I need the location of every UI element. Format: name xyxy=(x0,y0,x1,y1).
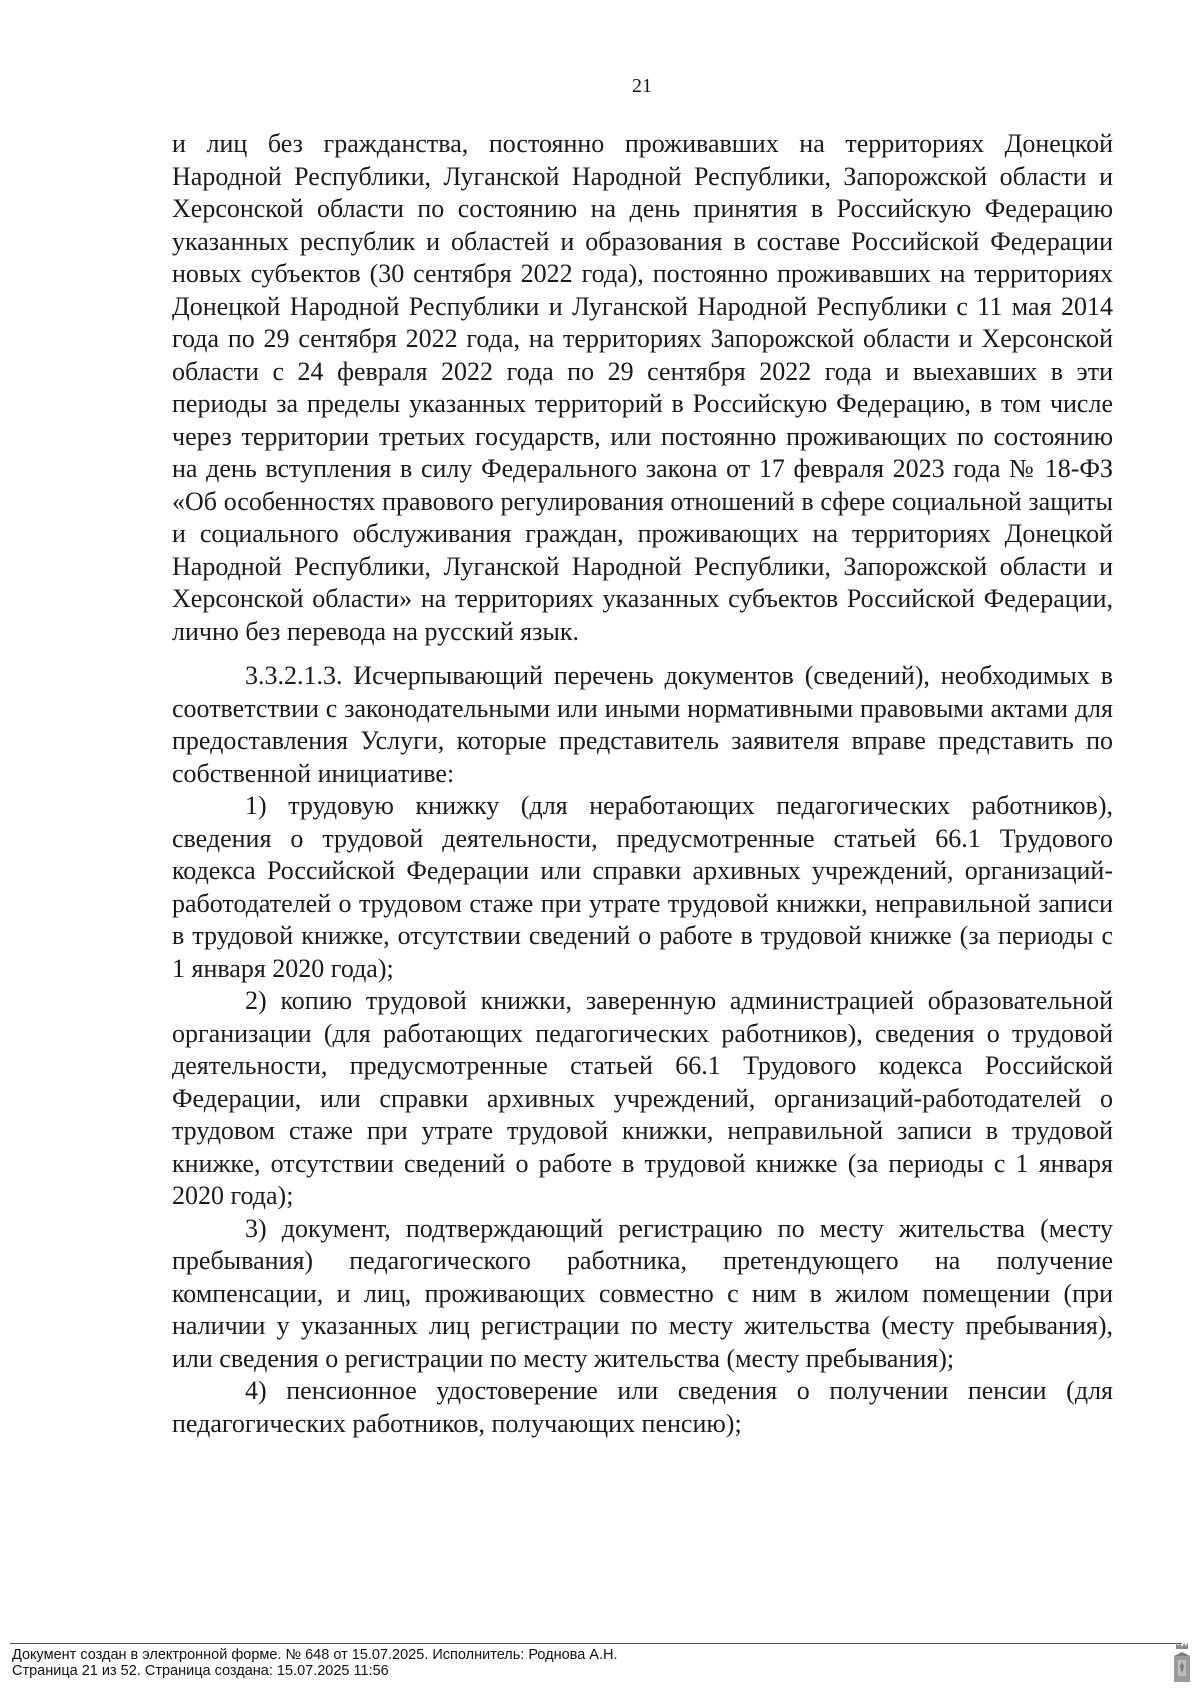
coat-of-arms-icon xyxy=(1171,1640,1193,1686)
footer-line-document-info: Документ создан в электронной форме. № 648 от 15.07.2025. Исполнитель: Роднова А.Н. xyxy=(12,1647,618,1663)
paragraph-continuation: и лиц без гражданства, постоянно проживавших на территориях Донецкой Народной Республики, Луганской Народной Республики, Запорожской области и Херсонской области по состоянию на день принятия в Российскую Федерацию указанных республик и областей и образования в составе Российской Федерации новых субъектов (30 сентября 2022 года), постоянно проживавших на территориях Донецкой Народной Республики и Луганской Народной Республики с 11 мая 2014 года по 29 сентября 2022 года, на территориях Запорожской области и Херсонской области с 24 февраля 2022 года по 29 сентября 2022 года и выехавших в эти периоды за пределы указанных территорий в Российскую Федерацию, в том числе через территории третьих государств, или постоянно проживающих по состоянию на день вступления в силу Федерального закона от 17 февраля 2023 года № 18-ФЗ «Об особенностях правового регулирования отношений в сфере социальной защиты и социального обслуживания граждан, проживающих на территориях Донецкой Народной Республики, Луганской Народной Республики, Запорожской области и Херсонской области» на территориях указанных субъектов Российской Федерации, лично без перевода на русский язык. xyxy=(172,129,1113,646)
list-item-1: 1) трудовую книжку (для неработающих педагогических работников), сведения о трудовой деятельности, предусмотренные статьей 66.1 Трудового кодекса Российской Федерации или справки архивных учреждений, организаций-работодателей о трудовом стаже при утрате трудовой книжки, неправильной записи в трудовой книжке, отсутствии сведений о работе в трудовой книжке (за периоды с 1 января 2020 года); xyxy=(172,791,1113,983)
list-item-4: 4) пенсионное удостоверение или сведения о получении пенсии (для педагогических работников, получающих пенсию); xyxy=(172,1376,1113,1438)
page-number: 21 xyxy=(632,75,652,97)
footer-divider xyxy=(10,1643,1182,1644)
list-item-2: 2) копию трудовой книжки, заверенную администрацией образовательной организации (для работающих педагогических работников), сведения о трудовой деятельности, предусмотренные статьей 66.1 Трудового кодекса Российской Федерации, или справки архивных учреждений, организаций-работодателей о трудовом стаже при утрате трудовой книжки, неправильной записи в трудовой книжке, отсутствии сведений о работе в трудовой книжке (за периоды с 1 января 2020 года); xyxy=(172,986,1113,1210)
list-item-3: 3) документ, подтверждающий регистрацию по месту жительства (месту пребывания) педагогического работника, претендующего на получение компенсации, и лиц, проживающих совместно с ним в жилом помещении (при наличии у указанных лиц регистрации по месту жительства (месту пребывания), или сведения о регистрации по месту жительства (месту пребывания); xyxy=(172,1213,1113,1373)
document-footer xyxy=(12,1648,618,1679)
document-body xyxy=(172,128,1113,1440)
paragraph-section-3-3-2-1-3: 3.3.2.1.3. Исчерпывающий перечень документов (сведений), необходимых в соответствии с законодательными или иными нормативными правовыми актами для предоставления Услуги, которые представитель заявителя вправе представить по собственной инициативе: xyxy=(172,661,1113,788)
footer-line-page-info: Страница 21 из 52. Страница создана: 15.07.2025 11:56 xyxy=(12,1662,389,1679)
